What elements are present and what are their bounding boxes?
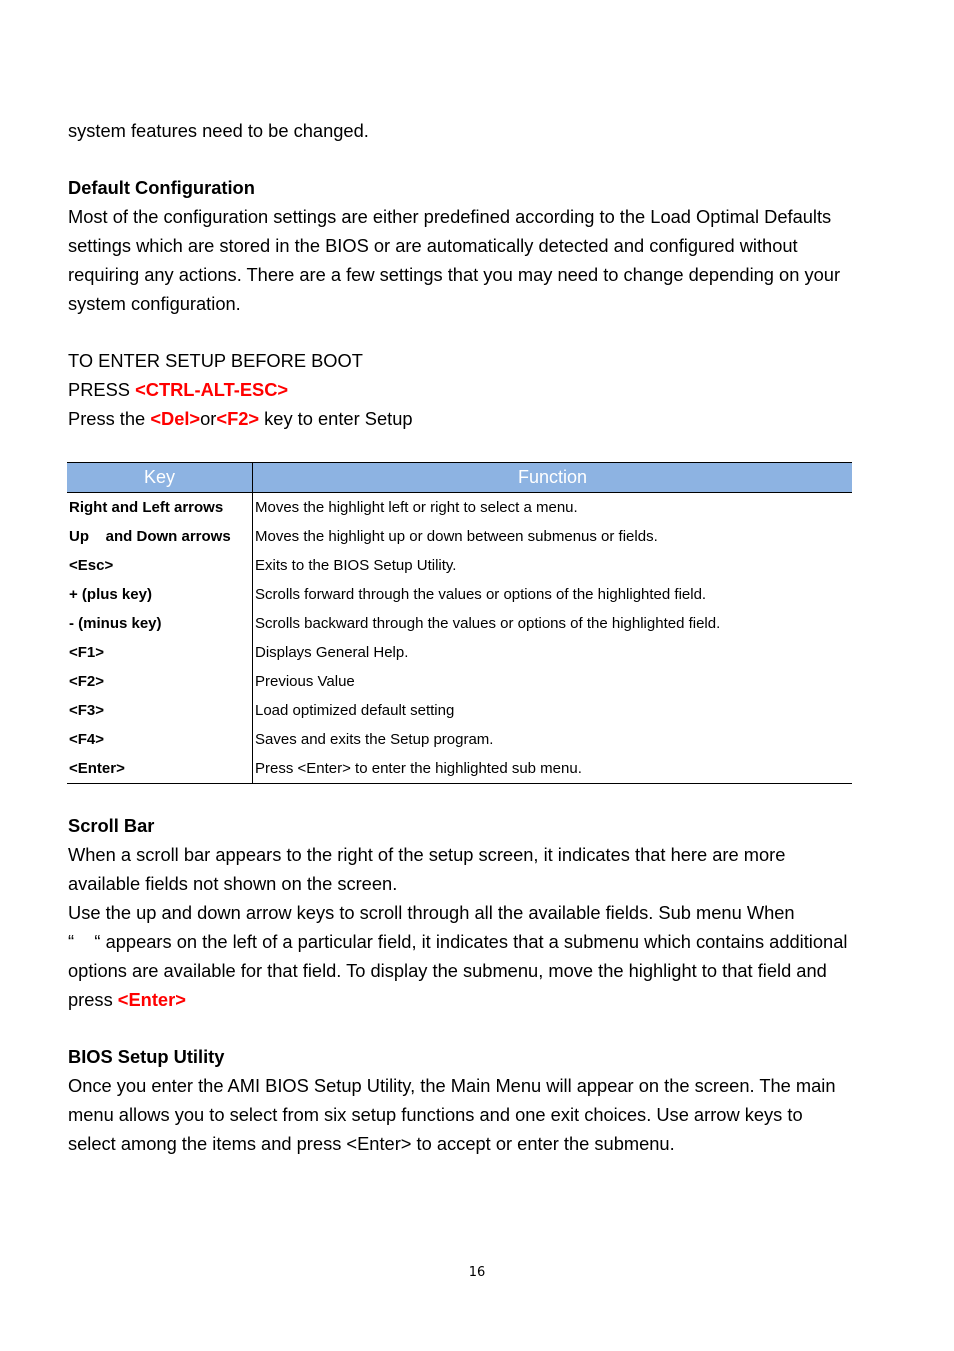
default-config-line: Most of the configuration settings are either predefined according to the Load Optimal Defaults	[68, 206, 832, 227]
default-config-line: settings which are stored in the BIOS or are automatically detected and configured without	[68, 235, 798, 256]
press-ctrl-alt-esc-line	[68, 375, 898, 404]
scroll-bar-line: Use the up and down arrow keys to scroll through all the available fields. Sub menu When	[68, 902, 795, 923]
bios-setup-heading: BIOS Setup Utility	[68, 1046, 225, 1067]
key-cell: Up and Down arrows	[67, 522, 253, 551]
press-del-f2-line	[68, 404, 898, 433]
key-cell: <F2>	[67, 667, 253, 696]
scroll-bar-heading: Scroll Bar	[68, 815, 155, 836]
default-config-line: system configuration.	[68, 293, 241, 314]
key-column-header: Key	[67, 463, 253, 493]
press-the-label: Press the	[68, 408, 151, 429]
function-column-header: Function	[253, 463, 853, 493]
function-cell: Scrolls backward through the values or options of the highlighted field.	[255, 615, 721, 632]
default-config-heading: Default Configuration	[68, 177, 255, 198]
scroll-bar-line: options are available for that field. To display the submenu, move the highlight to that field and	[68, 960, 827, 981]
f2-key: <F2>	[216, 408, 260, 429]
upper-content	[68, 116, 898, 433]
key-cell: <Esc>	[67, 551, 253, 580]
key-function-table	[67, 462, 852, 784]
table-row	[67, 638, 852, 667]
bios-setup-line: Once you enter the AMI BIOS Setup Utility, the Main Menu will appear on the screen. The main	[68, 1075, 836, 1096]
scroll-bar-line: When a scroll bar appears to the right of the setup screen, it indicates that here are more	[68, 844, 786, 865]
function-cell: Moves the highlight left or right to select a menu.	[255, 499, 578, 516]
function-cell: Previous Value	[255, 673, 355, 690]
press-label: press	[68, 989, 118, 1010]
key-cell: <Enter>	[67, 754, 253, 784]
default-config-line: requiring any actions. There are a few settings that you may need to change depending on your	[68, 264, 841, 285]
press-enter-line	[68, 985, 898, 1014]
bios-setup-line: select among the items and press <Enter> to accept or enter the submenu.	[68, 1133, 675, 1154]
scroll-bar-line: “ “ appears on the left of a particular field, it indicates that a submenu which contains additional	[68, 931, 848, 952]
page-number: 16	[468, 1265, 486, 1280]
function-cell: Exits to the BIOS Setup Utility.	[255, 557, 457, 574]
function-cell: Load optimized default setting	[255, 702, 455, 719]
function-cell: Saves and exits the Setup program.	[255, 731, 494, 748]
key-cell: + (plus key)	[67, 580, 253, 609]
lower-content	[68, 811, 898, 1158]
table-row	[67, 551, 852, 580]
intro-line: system features need to be changed.	[68, 120, 369, 141]
function-cell: Scrolls forward through the values or options of the highlighted field.	[255, 586, 707, 603]
table-row	[67, 667, 852, 696]
table-row	[67, 754, 852, 784]
enter-key: <Enter>	[117, 989, 186, 1010]
key-cell: <F3>	[67, 696, 253, 725]
function-cell: Moves the highlight up or down between submenus or fields.	[255, 528, 658, 545]
key-cell: - (minus key)	[67, 609, 253, 638]
function-cell: Displays General Help.	[255, 644, 409, 661]
table-row	[67, 580, 852, 609]
table-row	[67, 725, 852, 754]
key-cell: <F4>	[67, 725, 253, 754]
scroll-bar-line: available fields not shown on the screen.	[68, 873, 398, 894]
key-to-enter-setup: key to enter Setup	[259, 408, 413, 429]
or-text: or	[200, 408, 217, 429]
table-header-row	[67, 463, 852, 493]
key-cell: Right and Left arrows	[67, 493, 253, 523]
table-row	[67, 493, 852, 523]
enter-setup-line: TO ENTER SETUP BEFORE BOOT	[68, 350, 363, 371]
table-row	[67, 696, 852, 725]
function-cell: Press <Enter> to enter the highlighted sub menu.	[253, 754, 853, 784]
del-key: <Del>	[150, 408, 201, 429]
press-label: PRESS	[68, 379, 136, 400]
bios-setup-line: menu allows you to select from six setup functions and one exit choices. Use arrow keys to	[68, 1104, 803, 1125]
table-row	[67, 522, 852, 551]
table-row	[67, 609, 852, 638]
ctrl-alt-esc-key: <CTRL-ALT-ESC>	[135, 379, 289, 400]
key-cell: <F1>	[67, 638, 253, 667]
